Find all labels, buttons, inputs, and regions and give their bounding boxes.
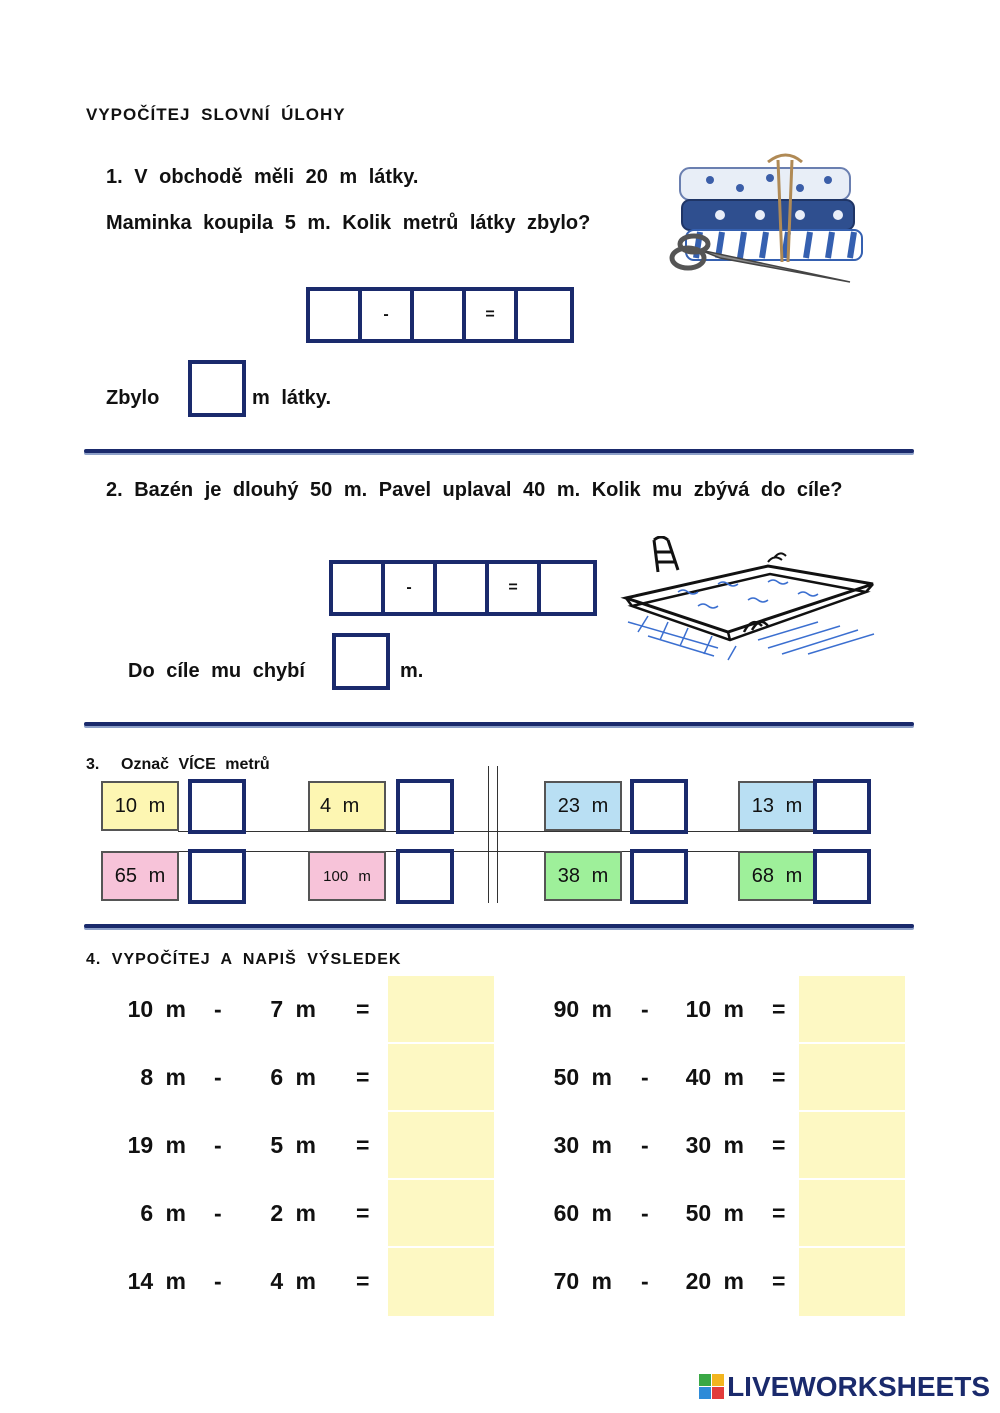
left-calc-1-answer-field[interactable] bbox=[388, 976, 494, 1042]
right-calc-2-minus: - bbox=[641, 1064, 649, 1090]
right-calc-1-first: 90 m bbox=[553, 996, 612, 1022]
right-calc-4-equals: = bbox=[772, 1200, 786, 1226]
task1-answer-box[interactable] bbox=[188, 360, 246, 417]
task1-result-box[interactable] bbox=[518, 291, 570, 339]
left-calc-4-equals: = bbox=[356, 1200, 370, 1226]
task2-answer-box[interactable] bbox=[332, 633, 390, 690]
section-divider bbox=[84, 722, 914, 726]
left-calc-5-equals: = bbox=[356, 1268, 370, 1294]
left-calc-4-minus: - bbox=[214, 1200, 222, 1226]
left-calc-2-answer-field[interactable] bbox=[388, 1044, 494, 1110]
task3-number: 3. bbox=[86, 756, 100, 773]
compare-tag-23m: 23 m bbox=[544, 781, 622, 831]
right-calc-4-first: 60 m bbox=[553, 1200, 612, 1226]
task2-question: 2. Bazén je dlouhý 50 m. Pavel uplaval 40 m. Kolik mu zbývá do cíle? bbox=[106, 479, 843, 501]
swimming-pool-icon bbox=[618, 536, 880, 664]
compare-tag-13m: 13 m bbox=[738, 781, 816, 831]
left-calc-5-minus: - bbox=[214, 1268, 222, 1294]
left-calc-3-answer-field[interactable] bbox=[388, 1112, 494, 1178]
liveworksheets-logo bbox=[699, 1371, 990, 1403]
right-calc-5-equals: = bbox=[772, 1268, 786, 1294]
left-calc-1-second: 7 m bbox=[270, 996, 316, 1022]
right-calc-5-minus: - bbox=[641, 1268, 649, 1294]
left-calc-5-first: 14 m bbox=[127, 1268, 186, 1294]
left-calc-1-first: 10 m bbox=[127, 996, 186, 1022]
task1-second-number-box[interactable] bbox=[414, 291, 466, 339]
right-calc-3-minus: - bbox=[641, 1132, 649, 1158]
compare-checkbox-10m[interactable] bbox=[188, 779, 246, 834]
right-calc-1-equals: = bbox=[772, 996, 786, 1022]
left-calc-5-answer-field[interactable] bbox=[388, 1248, 494, 1316]
task2-equals-sign: = bbox=[489, 564, 541, 612]
pool-water bbox=[628, 580, 874, 660]
compare-checkbox-68m[interactable] bbox=[813, 849, 871, 904]
left-calc-2-minus: - bbox=[214, 1064, 222, 1090]
task1-question-line1: 1. V obchodě měli 20 m látky. bbox=[106, 166, 419, 188]
compare-checkbox-38m[interactable] bbox=[630, 849, 688, 904]
task3-title: Označ VÍCE metrů bbox=[121, 756, 270, 773]
right-calc-3-second: 30 m bbox=[685, 1132, 744, 1158]
left-calc-4-second: 2 m bbox=[270, 1200, 316, 1226]
left-calc-1-equals: = bbox=[356, 996, 370, 1022]
task1-answer-prefix: Zbylo bbox=[106, 387, 160, 409]
liveworksheets-logo-icon bbox=[699, 1374, 725, 1400]
compare-checkbox-100m[interactable] bbox=[396, 849, 454, 904]
task1-first-number-box[interactable] bbox=[310, 291, 362, 339]
right-calc-3-answer-field[interactable] bbox=[799, 1112, 905, 1178]
section-divider bbox=[84, 449, 914, 453]
right-calc-2-first: 50 m bbox=[553, 1064, 612, 1090]
task1-equation bbox=[306, 287, 574, 343]
logo-text: LIVEWORKSHEETS bbox=[727, 1371, 990, 1402]
grid-line bbox=[497, 766, 498, 903]
left-calc-5-second: 4 m bbox=[270, 1268, 316, 1294]
task4-title: 4. VYPOČÍTEJ A NAPIŠ VÝSLEDEK bbox=[86, 951, 402, 968]
right-calc-5-first: 70 m bbox=[553, 1268, 612, 1294]
right-calc-3-first: 30 m bbox=[553, 1132, 612, 1158]
left-calc-1-minus: - bbox=[214, 996, 222, 1022]
task1-question-line2: Maminka koupila 5 m. Kolik metrů látky zbylo? bbox=[106, 212, 591, 234]
compare-checkbox-13m[interactable] bbox=[813, 779, 871, 834]
right-calc-1-answer-field[interactable] bbox=[799, 976, 905, 1042]
right-calc-2-equals: = bbox=[772, 1064, 786, 1090]
compare-checkbox-23m[interactable] bbox=[630, 779, 688, 834]
compare-checkbox-65m[interactable] bbox=[188, 849, 246, 904]
right-calc-2-second: 40 m bbox=[685, 1064, 744, 1090]
right-calc-5-second: 20 m bbox=[685, 1268, 744, 1294]
right-calc-4-answer-field[interactable] bbox=[799, 1180, 905, 1246]
section-divider bbox=[84, 924, 914, 928]
fabric-and-scissors-icon bbox=[660, 150, 870, 290]
task2-first-number-box[interactable] bbox=[333, 564, 385, 612]
task2-result-box[interactable] bbox=[541, 564, 593, 612]
grid-line bbox=[178, 831, 870, 832]
compare-tag-38m: 38 m bbox=[544, 851, 622, 901]
left-calc-3-minus: - bbox=[214, 1132, 222, 1158]
compare-tag-100m: 100 m bbox=[308, 851, 386, 901]
task2-answer-prefix: Do cíle mu chybí bbox=[128, 660, 305, 682]
left-calc-2-first: 8 m bbox=[140, 1064, 186, 1090]
left-calc-3-second: 5 m bbox=[270, 1132, 316, 1158]
compare-checkbox-4m[interactable] bbox=[396, 779, 454, 834]
compare-tag-10m: 10 m bbox=[101, 781, 179, 831]
task2-second-number-box[interactable] bbox=[437, 564, 489, 612]
compare-tag-4m: 4 m bbox=[308, 781, 386, 831]
left-calc-2-equals: = bbox=[356, 1064, 370, 1090]
task2-answer-suffix: m. bbox=[400, 660, 424, 682]
right-calc-2-answer-field[interactable] bbox=[799, 1044, 905, 1110]
right-calc-4-second: 50 m bbox=[685, 1200, 744, 1226]
compare-tag-65m: 65 m bbox=[101, 851, 179, 901]
grid-line bbox=[488, 766, 489, 903]
task2-equation bbox=[329, 560, 597, 616]
task1-answer-suffix: m látky. bbox=[252, 387, 331, 409]
right-calc-1-second: 10 m bbox=[685, 996, 744, 1022]
task1-minus-sign: - bbox=[362, 291, 414, 339]
left-calc-4-first: 6 m bbox=[140, 1200, 186, 1226]
left-calc-2-second: 6 m bbox=[270, 1064, 316, 1090]
left-calc-4-answer-field[interactable] bbox=[388, 1180, 494, 1246]
right-calc-5-answer-field[interactable] bbox=[799, 1248, 905, 1316]
task1-equals-sign: = bbox=[466, 291, 518, 339]
left-calc-3-equals: = bbox=[356, 1132, 370, 1158]
right-calc-4-minus: - bbox=[641, 1200, 649, 1226]
right-calc-1-minus: - bbox=[641, 996, 649, 1022]
right-calc-3-equals: = bbox=[772, 1132, 786, 1158]
left-calc-3-first: 19 m bbox=[127, 1132, 186, 1158]
task2-minus-sign: - bbox=[385, 564, 437, 612]
page-title: VYPOČÍTEJ SLOVNÍ ÚLOHY bbox=[86, 105, 346, 124]
compare-tag-68m: 68 m bbox=[738, 851, 816, 901]
